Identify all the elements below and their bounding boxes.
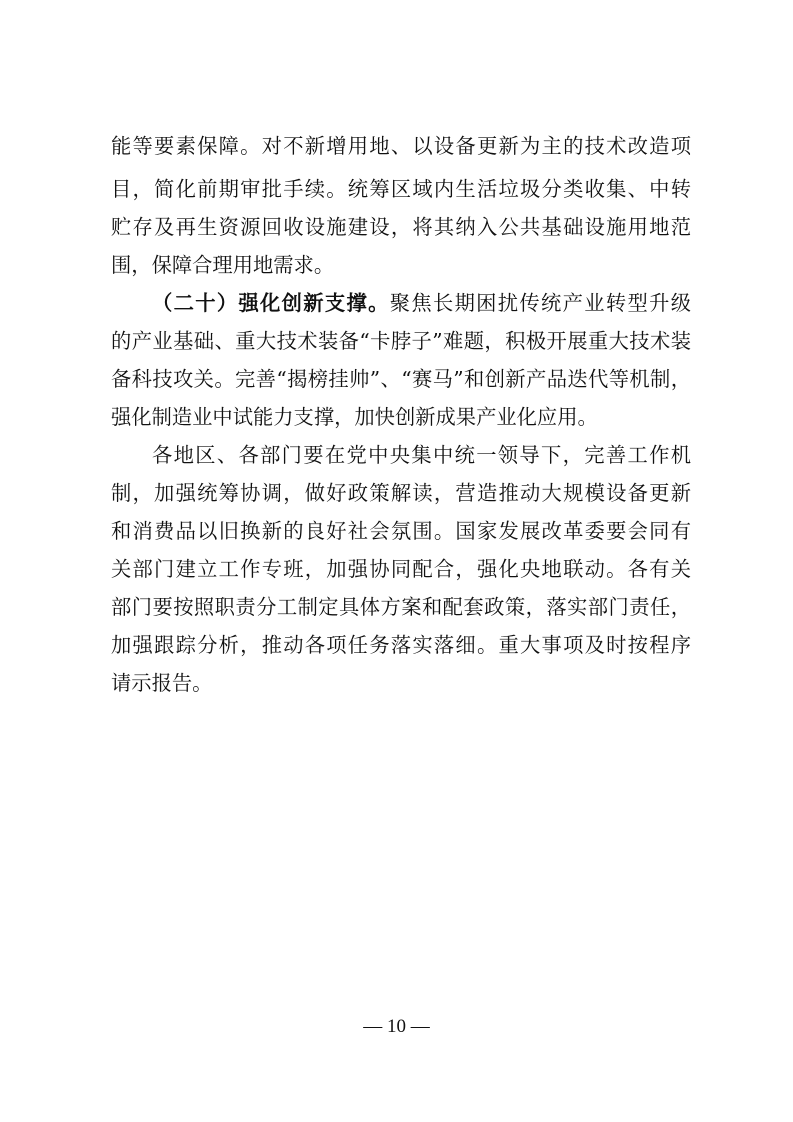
paragraph-line: 加强跟踪分析，推动各项任务落实落细。重大事项及时按程序	[111, 633, 691, 657]
paragraph-line: 的产业基础、重大技术装备“卡脖子”难题，积极开展重大技术装	[111, 329, 691, 353]
paragraph-line: 部门要按照职责分工制定具体方案和配套政策，落实部门责任，	[111, 595, 691, 619]
paragraph-line: 目，简化前期审批手续。统筹区域内生活垃圾分类收集、中转	[111, 177, 691, 201]
section-heading-line	[152, 286, 691, 320]
paragraph-line: 强化制造业中试能力支撑，加快创新成果产业化应用。	[111, 405, 598, 429]
section-heading-text: 聚焦长期困扰传统产业转型升级	[389, 291, 691, 315]
paragraph-line: 能等要素保障。对不新增用地、以设备更新为主的技术改造项	[111, 134, 691, 158]
paragraph-line: 关部门建立工作专班，加强协同配合，强化央地联动。各有关	[111, 557, 691, 581]
paragraph-line: 各地区、各部门要在党中央集中统一领导下，完善工作机	[152, 443, 691, 467]
paragraph-line: 备科技攻关。完善“揭榜挂帅”、“赛马”和创新产品迭代等机制，	[111, 367, 691, 391]
section-heading: （二十）强化创新支撑。	[152, 291, 390, 315]
paragraph-line: 请示报告。	[111, 671, 213, 695]
paragraph-line: 制，加强统筹协调，做好政策解读，营造推动大规模设备更新	[111, 481, 691, 505]
paragraph-line: 和消费品以旧换新的良好社会氛围。国家发展改革委要会同有	[111, 519, 691, 543]
paragraph-line: 围，保障合理用地需求。	[111, 253, 335, 277]
page-number: — 10 —	[363, 1016, 430, 1037]
paragraph-line: 贮存及再生资源回收设施建设，将其纳入公共基础设施用地范	[111, 215, 691, 239]
